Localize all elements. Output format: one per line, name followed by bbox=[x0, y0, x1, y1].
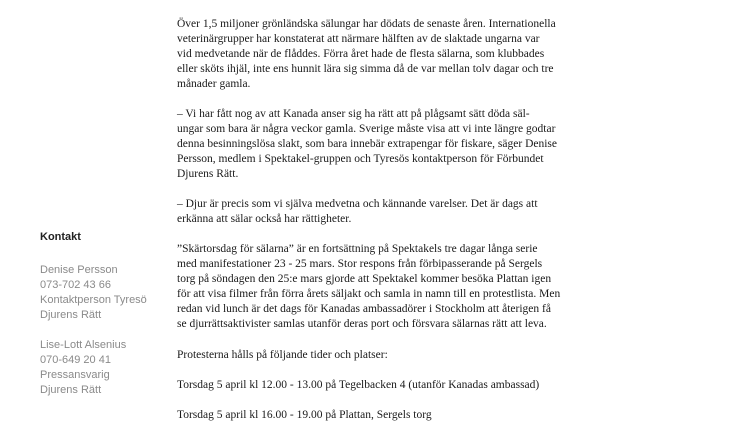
paragraph-quote-persson bbox=[177, 107, 557, 182]
paragraph-seal-statistics bbox=[177, 17, 556, 92]
text-line: Torsdag 5 april kl 16.00 - 19.00 på Plattan, Sergels torg bbox=[177, 409, 432, 421]
kontakt-heading: Kontakt bbox=[40, 231, 81, 243]
text-line: veterinärgrupper har konstaterat att närmare hälften av de slaktade ungarna var bbox=[177, 33, 540, 45]
schedule-item-plattan bbox=[177, 408, 432, 423]
contact-phone: 073-702 43 66 bbox=[40, 279, 111, 291]
contact-organization: Djurens Rätt bbox=[40, 384, 102, 396]
text-line: erkänna att sälar också har rättigheter. bbox=[177, 213, 352, 225]
text-line: – Vi har fått nog av att Kanada anser sig ha rätt att på plågsamt sätt döda säl- bbox=[177, 108, 530, 120]
paragraph-schedule-intro bbox=[177, 348, 388, 363]
text-line: torg på söndagen den 25:e mars gjorde att Spektakel kommer besöka Plattan igen bbox=[177, 273, 552, 285]
text-line: – Djur är precis som vi själva medvetna och kännande varelser. Det är dags att bbox=[177, 198, 538, 210]
text-line: se djurrättsaktivister samlas utanför deras port och försvara sälarnas rätt att leva. bbox=[177, 318, 547, 330]
text-line: Över 1,5 miljoner grönländska sälungar har dödats de senaste åren. Internationella bbox=[177, 18, 556, 30]
contact-card-denise bbox=[40, 263, 147, 323]
contact-organization: Djurens Rätt bbox=[40, 309, 102, 321]
text-line: månader gamla. bbox=[177, 78, 251, 90]
text-line: denna besinningslösa slakt, som bara innebär extrapengar för fiskare, säger Denise bbox=[177, 138, 558, 150]
contact-role: Pressansvarig bbox=[40, 369, 110, 381]
text-line: med manifestationer 23 - 25 mars. Stor respons från förbipasserande på Sergels bbox=[177, 258, 543, 270]
text-line: Protesterna hålls på följande tider och platser: bbox=[177, 349, 388, 361]
paragraph-event-description bbox=[177, 242, 560, 332]
text-line: ”Skärtorsdag för sälarna” är en fortsättning på Spektakels tre dagar långa serie bbox=[177, 243, 538, 255]
text-line: redan vid lunch är det dags för Kanadas ambassadörer i Stockholm att återigen få bbox=[177, 303, 551, 315]
text-line: Torsdag 5 april kl 12.00 - 13.00 på Tegelbacken 4 (utanför Kanadas ambassad) bbox=[177, 379, 540, 391]
text-line: vid medvetande när de flåddes. Förra året hade de flesta sälarna, som klubbades bbox=[177, 48, 545, 60]
contact-phone: 070-649 20 41 bbox=[40, 354, 111, 366]
paragraph-animal-rights-quote bbox=[177, 197, 538, 227]
schedule-item-embassy bbox=[177, 378, 539, 393]
contact-card-lise-lott bbox=[40, 338, 126, 398]
text-line: för att visa filmer från förra årets säljakt och samla in namn till en protestlista. Men bbox=[177, 288, 561, 300]
contact-name: Lise-Lott Alsenius bbox=[40, 339, 127, 351]
text-line: eller sköts ihjäl, inte ens hunnit lära sig simma då de var mellan tolv dagar och tre bbox=[177, 63, 554, 75]
text-line: Djurens Rätt. bbox=[177, 168, 239, 180]
contact-name: Denise Persson bbox=[40, 264, 118, 276]
text-line: Persson, medlem i Spektakel-gruppen och Tyresös kontaktperson för Förbundet bbox=[177, 153, 544, 165]
contact-role: Kontaktperson Tyresö bbox=[40, 294, 147, 306]
text-line: ungar som bara är några veckor gamla. Sverige måste visa att vi inte längre godtar bbox=[177, 123, 556, 135]
